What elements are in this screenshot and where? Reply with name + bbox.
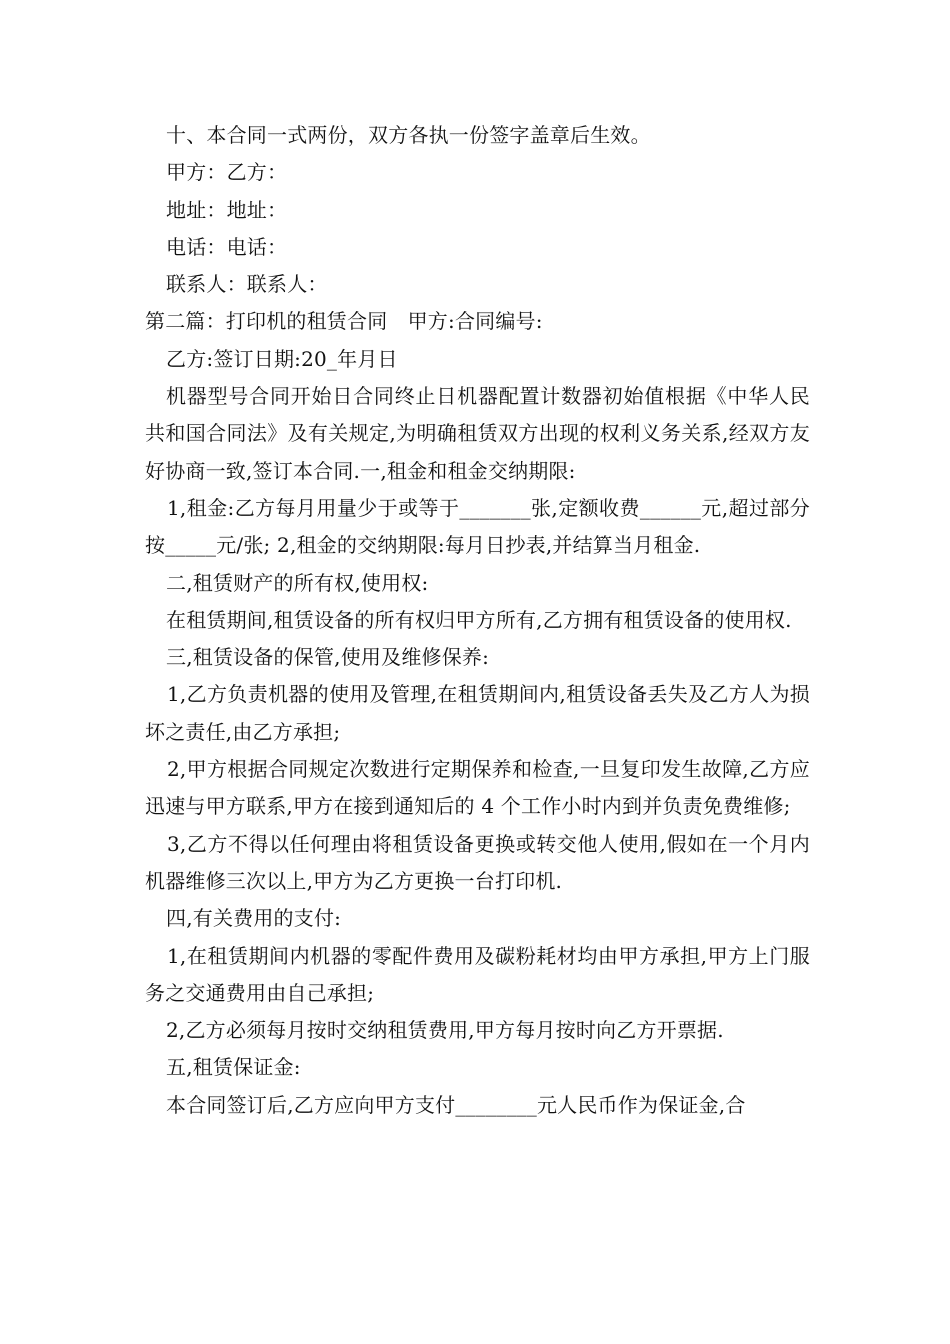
rent-terms: 1,租金:乙方每月用量少于或等于_______张,定额收费______元,超过部分按_____元/张; 2,租金的交纳期限:每月日抄表,并结算当月租金. [145, 495, 810, 558]
section-ownership-heading: 二,租赁财产的所有权,使用权: [166, 570, 429, 595]
maintenance-item-2: 2,甲方根据合同规定次数进行定期保养和检查,一旦复印发生故障,乙方应迅速与甲方联系,甲方在接到通知后的 4 个工作小时内到并负责免费维修; [145, 757, 810, 819]
fees-item-2: 2,乙方必须每月按时交纳租赁费用,甲方每月按时向乙方开票据. [166, 1018, 724, 1043]
section-deposit-heading: 五,租赁保证金: [166, 1055, 301, 1080]
section-fees-heading: 四,有关费用的支付: [166, 906, 342, 931]
maintenance-item-3: 3,乙方不得以任何理由将租赁设备更换或转交他人使用,假如在一个月内机器维修三次以上,甲方为乙方更换一台打印机. [145, 831, 810, 893]
address-label: 地址：地址： [166, 197, 288, 222]
fees-item-1: 1,在租赁期间内机器的零配件费用及碳粉耗材均由甲方承担,甲方上门服务之交通费用由自己承担; [145, 943, 810, 1005]
deposit-text: 本合同签订后,乙方应向甲方支付________元人民币作为保证金,合 [166, 1092, 746, 1117]
party-a-b-label: 甲方：乙方： [166, 160, 288, 185]
maintenance-item-1: 1,乙方负责机器的使用及管理,在租赁期间内,租赁设备丢失及乙方人为损坏之责任,由乙方承担; [145, 682, 810, 744]
contract-preamble: 机器型号合同开始日合同终止日机器配置计数器初始值根据《中华人民共和国合同法》及有关规定,为明确租赁双方出现的权利义务关系,经双方友好协商一致,签订本合同.一,租金和租金交纳期限: [145, 384, 810, 483]
section-maintenance-heading: 三,租赁设备的保管,使用及维修保养: [166, 645, 490, 670]
document-body [145, 117, 810, 1124]
party-b-sign-date: 乙方:签订日期:20_年月日 [166, 346, 398, 371]
ownership-text: 在租赁期间,租赁设备的所有权归甲方所有,乙方拥有租赁设备的使用权. [166, 607, 792, 632]
section-two-heading: 第二篇：打印机的租赁合同 甲方:合同编号: [145, 309, 543, 334]
clause-ten-copies: 十、本合同一式两份，双方各执一份签字盖章后生效。 [166, 123, 651, 147]
phone-label: 电话：电话： [166, 234, 288, 259]
contact-label: 联系人：联系人： [166, 272, 328, 297]
